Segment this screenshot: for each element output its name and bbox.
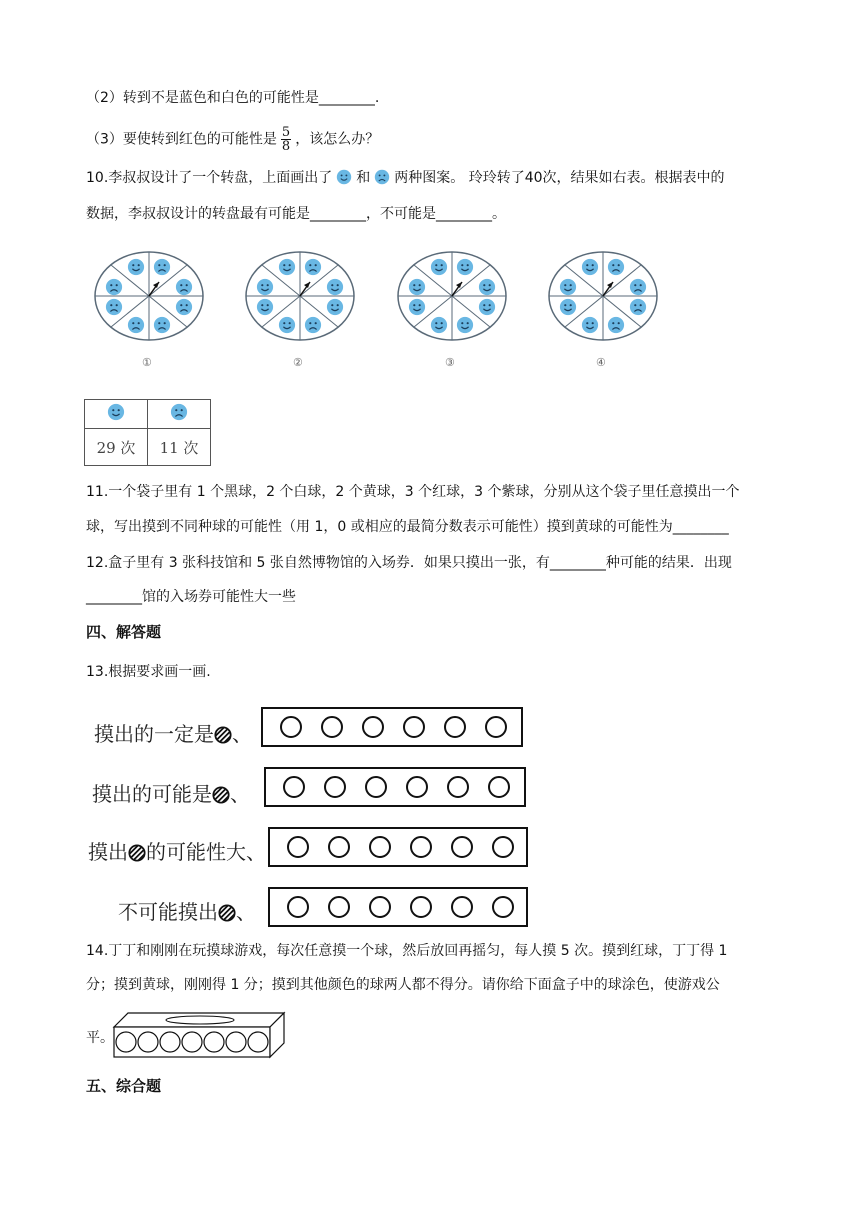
result-table <box>84 399 211 466</box>
q9-part3-after: ，该怎么办？ <box>295 131 380 148</box>
spinner-4 <box>547 250 659 342</box>
q13-row2-label: 摸出的可能是 、 <box>92 782 250 806</box>
hatched-ball-icon <box>212 786 230 804</box>
q12-line1: 12.盒子里有 3 张科技馆和 5 张自然博物馆的入场券．如果只摸出一张，有________种可能的结果．出现 <box>86 555 732 571</box>
hatched-ball-icon <box>214 726 232 744</box>
q13-row1-label: 摸出的一定是 、 <box>94 722 252 746</box>
ball-circle[interactable] <box>447 776 469 798</box>
spinner-4-label: ④ <box>596 356 606 369</box>
spinner-3-label: ③ <box>445 356 455 369</box>
ball-circle[interactable] <box>287 896 309 918</box>
ball-circle[interactable] <box>369 836 391 858</box>
table-sad-count: 11 次 <box>148 429 211 466</box>
smile-face-icon <box>107 403 125 421</box>
q11-line1: 11.一个袋子里有 1 个黑球，2 个白球，2 个黄球，3 个红球，3 个紫球，分别从这个袋子里任意摸出一个 <box>86 484 740 500</box>
q13-row3-box <box>268 827 528 867</box>
q13-title: 13.根据要求画一画. <box>86 664 211 680</box>
q11-line2: 球，写出摸到不同种球的可能性（用 1，0 或相应的最简分数表示可能性）摸到黄球的可能性为________ <box>86 519 729 535</box>
ball-circle[interactable] <box>369 896 391 918</box>
ball-circle[interactable] <box>444 716 466 738</box>
ball-circle[interactable] <box>365 776 387 798</box>
q13-row4-label: 不可能摸出 、 <box>118 900 256 924</box>
ball-circle[interactable] <box>406 776 428 798</box>
ball-circle[interactable] <box>410 896 432 918</box>
fraction-five-eighths: $\frac{5}{8}$ <box>281 125 291 154</box>
table-smile-count: 29 次 <box>85 429 148 466</box>
ball-circle[interactable] <box>451 896 473 918</box>
hatched-ball-icon <box>128 844 146 862</box>
ball-circle[interactable] <box>328 836 350 858</box>
section-4-heading: 四、解答题 <box>86 623 162 641</box>
spinner-2-label: ② <box>293 356 303 369</box>
q14-line3: 平。 <box>86 1030 114 1046</box>
ball-circle[interactable] <box>280 716 302 738</box>
q12-line2: ________馆的入场券可能性大一些 <box>86 589 296 605</box>
ball-circle[interactable] <box>362 716 384 738</box>
ball-circle[interactable] <box>451 836 473 858</box>
q9-part2: （2）转到不是蓝色和白色的可能性是________. <box>86 90 380 106</box>
table-sad-header <box>148 400 211 429</box>
sad-face-icon <box>170 403 188 421</box>
spinner-1 <box>93 250 205 342</box>
ball-circle[interactable] <box>324 776 346 798</box>
q13-row4-box <box>268 887 528 927</box>
ball-box-drawing <box>110 1009 290 1061</box>
q13-row1-box <box>261 707 523 747</box>
q14-line2: 分；摸到黄球，刚刚得 1 分；摸到其他颜色的球两人都不得分。请你给下面盒子中的球涂色，使游戏公 <box>86 977 720 993</box>
q14-line1: 14.丁丁和刚刚在玩摸球游戏，每次任意摸一个球，然后放回再摇匀，每人摸 5 次。摸到红球，丁丁得 1 <box>86 943 728 959</box>
spinner-1-label: ① <box>142 356 152 369</box>
ball-circle[interactable] <box>283 776 305 798</box>
ball-circle[interactable] <box>485 716 507 738</box>
q9-part3-before: （3）要使转到红色的可能性是 <box>86 131 277 148</box>
ball-circle[interactable] <box>488 776 510 798</box>
q13-row3-label: 摸出 的可能性大、 <box>88 840 266 864</box>
ball-circle[interactable] <box>287 836 309 858</box>
q10-line2: 数据，李叔叔设计的转盘最有可能是________，不可能是________。 <box>86 206 506 222</box>
q9-part3 <box>86 126 379 153</box>
ball-circle[interactable] <box>328 896 350 918</box>
spinner-3 <box>396 250 508 342</box>
ball-circle[interactable] <box>492 896 514 918</box>
smile-face-icon <box>336 169 352 185</box>
hatched-ball-icon <box>218 904 236 922</box>
ball-circle[interactable] <box>403 716 425 738</box>
ball-circle[interactable] <box>492 836 514 858</box>
sad-face-icon <box>374 169 390 185</box>
section-5-heading: 五、综合题 <box>86 1077 162 1095</box>
spinner-2 <box>244 250 356 342</box>
q13-row2-box <box>264 767 526 807</box>
ball-circle[interactable] <box>321 716 343 738</box>
table-smile-header <box>85 400 148 429</box>
q10-line1: 10.李叔叔设计了一个转盘，上面画出了 和 两种图案。 玲玲转了40次，结果如右表。根据表中的 <box>86 170 725 186</box>
ball-circle[interactable] <box>410 836 432 858</box>
